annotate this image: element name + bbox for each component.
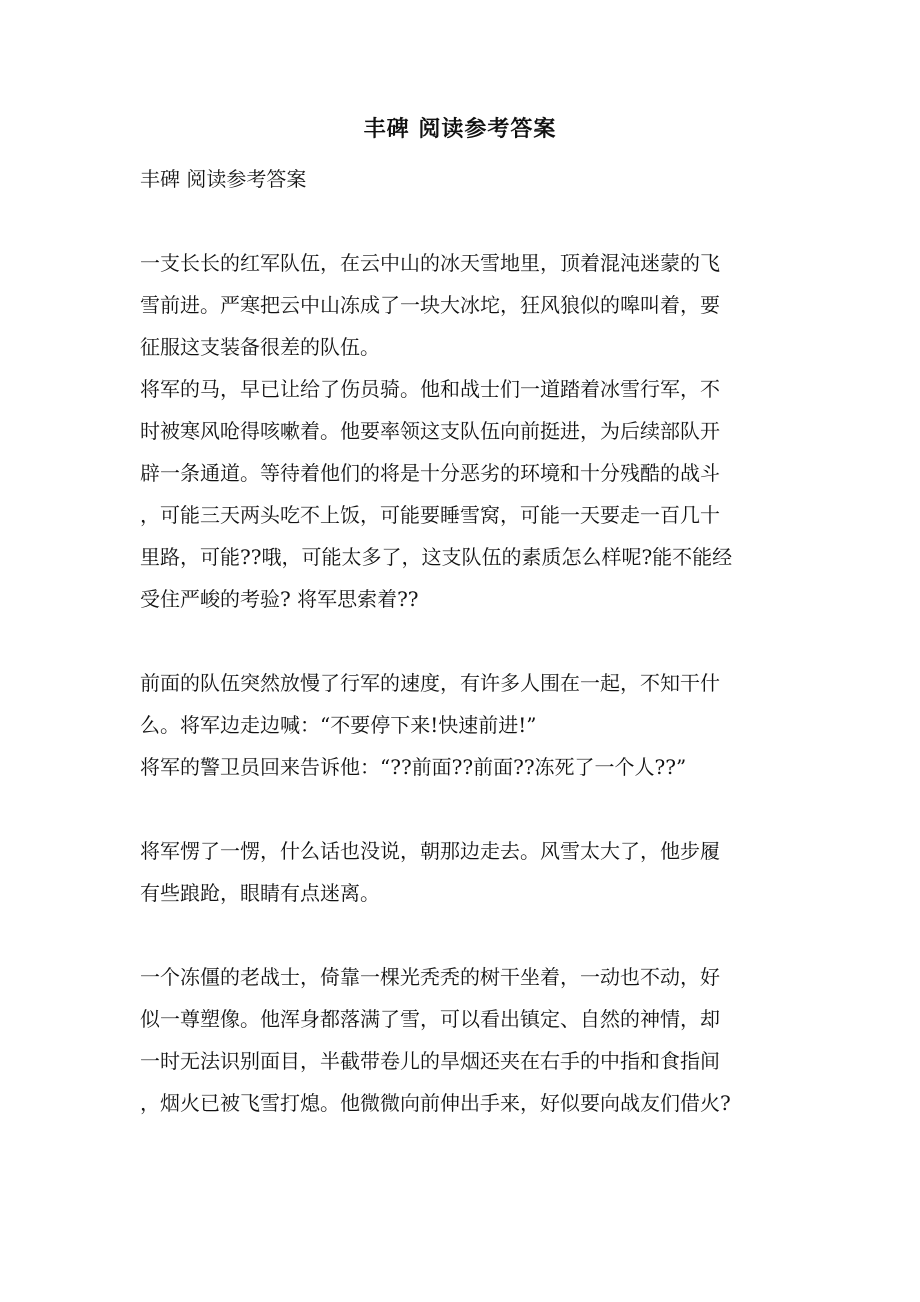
text-line: 雪前进。严寒把云中山冻成了一块大冰坨，狂风狼似的嗥叫着，要 bbox=[140, 293, 720, 317]
text-line: 辟一条通道。等待着他们的将是十分恶劣的环境和十分残酷的战斗 bbox=[140, 461, 720, 485]
text-line: 将军的马，早已让给了伤员骑。他和战士们一道踏着冰雪行军，不 bbox=[140, 377, 720, 401]
blank-line bbox=[140, 788, 790, 830]
subtitle-line: 丰碑 阅读参考答案 bbox=[140, 167, 307, 191]
text-line: 时被寒风呛得咳嗽着。他要率领这支队伍向前挺进，为后续部队开 bbox=[140, 419, 720, 443]
blank-line bbox=[140, 914, 790, 956]
text-line: 将军愣了一愣，什么话也没说，朝那边走去。风雪太大了，他步履 bbox=[140, 839, 720, 863]
text-line: 一时无法识别面目，半截带卷儿的旱烟还夹在右手的中指和食指间 bbox=[140, 1049, 720, 1073]
text-line: ，烟火已被飞雪打熄。他微微向前伸出手来，好似要向战友们借火? bbox=[140, 1091, 731, 1115]
text-line: 前面的队伍突然放慢了行军的速度，有许多人围在一起，不知干什 bbox=[140, 671, 720, 695]
text-line: 似一尊塑像。他浑身都落满了雪，可以看出镇定、自然的神情，却 bbox=[140, 1007, 720, 1031]
blank-line bbox=[140, 200, 790, 242]
text-line: 里路，可能??哦，可能太多了，这支队伍的素质怎么样呢?能不能经 bbox=[140, 545, 733, 569]
document-title: 丰碑 阅读参考答案 bbox=[363, 116, 557, 142]
text-line: 受住严峻的考验? 将军思索着?? bbox=[140, 587, 419, 611]
text-line: 有些踉跄，眼睛有点迷离。 bbox=[140, 881, 380, 905]
text-line: 么。将军边走边喊：“不要停下来!快速前进!” bbox=[140, 713, 537, 737]
text-line: 一支长长的红军队伍，在云中山的冰天雪地里，顶着混沌迷蒙的飞 bbox=[140, 251, 720, 275]
text-line: 一个冻僵的老战士，倚靠一棵光秃秃的树干坐着，一动也不动，好 bbox=[140, 965, 720, 989]
text-line: 将军的警卫员回来告诉他：“??前面??前面??冻死了一个人??” bbox=[140, 755, 687, 779]
text-line: ，可能三天两头吃不上饭，可能要睡雪窝，可能一天要走一百几十 bbox=[140, 503, 720, 527]
text-line: 征服这支装备很差的队伍。 bbox=[140, 335, 380, 359]
document-body bbox=[140, 158, 790, 1124]
blank-line bbox=[140, 620, 790, 662]
